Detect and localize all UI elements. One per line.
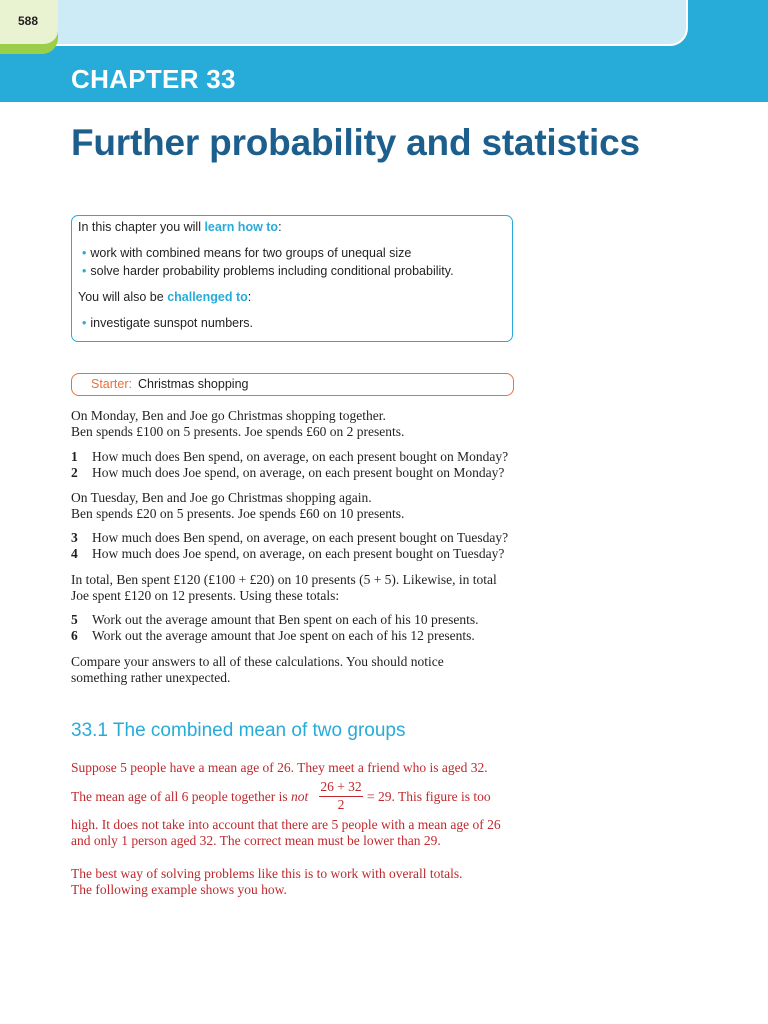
question-item xyxy=(71,628,475,644)
objectives-challenge-prefix: You will also be xyxy=(78,290,168,304)
example-line-1: Suppose 5 people have a mean age of 26. They meet a friend who is aged 32. xyxy=(71,760,488,775)
monday-line-1: On Monday, Ben and Joe go Christmas shopping together. xyxy=(71,408,386,423)
mean-fraction-suffix: = 29. This figure is too xyxy=(367,789,491,804)
header-tab-panel xyxy=(0,0,688,46)
question-number: 1 xyxy=(71,449,78,464)
mean-fraction-line xyxy=(71,779,571,815)
example-line-6: The following example shows you how. xyxy=(71,882,287,897)
challenge-item xyxy=(82,316,253,330)
learn-item-text: work with combined means for two groups of unequal size xyxy=(90,246,412,260)
mean-fraction-prefix xyxy=(71,789,308,805)
tuesday-line-1: On Tuesday, Ben and Joe go Christmas shopping again. xyxy=(71,490,372,505)
tuesday-paragraph xyxy=(71,490,404,522)
totals-line-1: In total, Ben spent £120 (£100 + £20) on 10 presents (5 + 5). Likewise, in total xyxy=(71,572,497,587)
chapter-title: Further probability and statistics xyxy=(71,122,640,163)
challenged-to-highlight: challenged to xyxy=(167,290,248,304)
mean-not-emphasis: not xyxy=(291,789,309,804)
compare-paragraph xyxy=(71,654,444,686)
example-paragraph-2 xyxy=(71,817,501,849)
page-number-tab xyxy=(0,0,58,54)
question-number: 2 xyxy=(71,465,78,480)
chapter-label: CHAPTER 33 xyxy=(71,64,236,94)
tuesday-line-2: Ben spends £20 on 5 presents. Joe spends £60 on 10 presents. xyxy=(71,506,405,521)
learn-how-to-highlight: learn how to xyxy=(204,220,279,234)
objectives-challenge-suffix: : xyxy=(247,290,252,304)
question-number: 6 xyxy=(71,628,78,643)
monday-line-2: Ben spends £100 on 5 presents. Joe spends £60 on 2 presents. xyxy=(71,424,405,439)
learn-item xyxy=(82,264,454,278)
objectives-intro xyxy=(78,220,282,234)
totals-line-2: Joe spent £120 on 12 presents. Using these totals: xyxy=(71,588,340,603)
question-number: 3 xyxy=(71,530,78,545)
question-item xyxy=(71,465,504,481)
compare-line-1: Compare your answers to all of these calculations. You should notice xyxy=(71,654,444,669)
question-text: How much does Joe spend, on average, on each present bought on Monday? xyxy=(92,465,505,480)
objectives-intro-prefix: In this chapter you will xyxy=(78,220,205,234)
monday-paragraph xyxy=(71,408,404,440)
fraction xyxy=(319,779,363,813)
question-item xyxy=(71,546,504,562)
question-item xyxy=(71,612,479,628)
mean-prefix-text: The mean age of all 6 people together is xyxy=(71,789,292,804)
question-text: How much does Ben spend, on average, on each present bought on Monday? xyxy=(92,449,509,464)
bullet-icon: • xyxy=(82,264,87,278)
question-text: How much does Ben spend, on average, on each present bought on Tuesday? xyxy=(92,530,509,545)
question-item xyxy=(71,449,508,465)
bullet-icon: • xyxy=(82,246,87,260)
question-text: How much does Joe spend, on average, on each present bought on Tuesday? xyxy=(92,546,505,561)
example-line-4: and only 1 person aged 32. The correct mean must be lower than 29. xyxy=(71,833,441,848)
totals-paragraph xyxy=(71,572,497,604)
fraction-numerator: 26 + 32 xyxy=(320,779,362,794)
learn-item-text: solve harder probability problems including conditional probability. xyxy=(90,264,454,278)
page-number: 588 xyxy=(18,14,39,28)
question-item xyxy=(71,530,508,546)
challenge-item-text: investigate sunspot numbers. xyxy=(90,316,253,330)
bullet-icon: • xyxy=(82,316,87,330)
question-number: 5 xyxy=(71,612,78,627)
compare-line-2: something rather unexpected. xyxy=(71,670,231,685)
question-number: 4 xyxy=(71,546,78,561)
example-line-3: high. It does not take into account that there are 5 people with a mean age of 26 xyxy=(71,817,501,832)
example-paragraph-3 xyxy=(71,866,462,898)
starter-label: Starter: xyxy=(91,377,132,391)
example-line-5: The best way of solving problems like this is to work with overall totals. xyxy=(71,866,463,881)
objectives-box xyxy=(71,215,513,342)
objectives-challenge xyxy=(78,290,251,304)
starter-title: Christmas shopping xyxy=(138,377,249,391)
question-text: Work out the average amount that Ben spent on each of his 10 presents. xyxy=(92,612,479,627)
fraction-denominator: 2 xyxy=(337,797,345,812)
question-text: Work out the average amount that Joe spent on each of his 12 presents. xyxy=(92,628,475,643)
section-heading: 33.1 The combined mean of two groups xyxy=(71,720,406,741)
learn-item xyxy=(82,246,411,260)
starter-box xyxy=(71,373,514,396)
objectives-intro-suffix: : xyxy=(278,220,282,234)
